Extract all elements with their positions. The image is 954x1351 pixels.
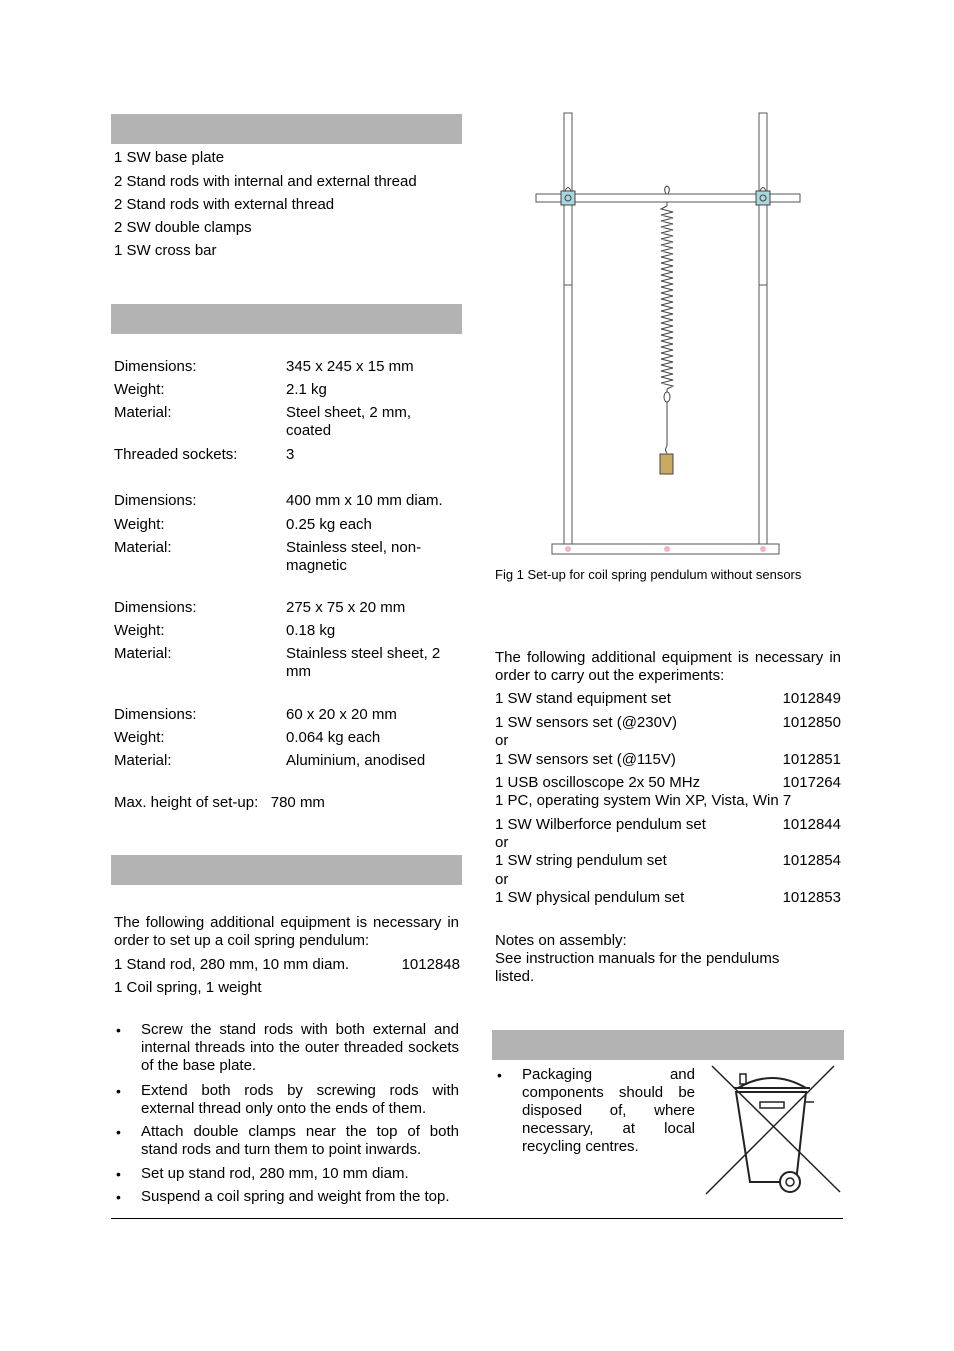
item-code: 1017264 — [782, 774, 841, 791]
spec-label: Dimensions: — [114, 358, 197, 375]
list-item: 1 SW sensors set (@230V) — [495, 714, 677, 731]
spec-value: 3 — [286, 446, 295, 463]
item-code: 1012851 — [782, 751, 841, 768]
assembly-item-code: 1012848 — [401, 956, 460, 973]
clamp-left — [561, 191, 575, 205]
section-bar-disposal — [492, 1030, 844, 1060]
bullet-text: Extend both rods by screwing rods with external thread only onto the ends of them. — [141, 1082, 459, 1117]
spec-label: Material: — [114, 645, 172, 662]
spec-label: Material: — [114, 404, 172, 421]
recycle-bin-crossed-icon — [702, 1062, 844, 1198]
bullet-dot: • — [116, 1083, 121, 1099]
spec-label: Weight: — [114, 729, 165, 746]
list-item: 1 SW stand equipment set — [495, 690, 671, 707]
spec-value: 2.1 kg — [286, 381, 327, 398]
weight — [660, 454, 673, 474]
bullet-dot: • — [116, 1124, 121, 1140]
spec-label: Weight: — [114, 516, 165, 533]
list-item: or — [495, 871, 509, 888]
section-bar-assembly — [111, 855, 462, 885]
spec-label: Dimensions: — [114, 492, 197, 509]
coil-spring — [661, 206, 673, 389]
spec-value: 0.18 kg — [286, 622, 336, 639]
list-item: or — [495, 732, 509, 749]
list-item: 1 SW base plate — [114, 149, 225, 166]
item-code: 1012850 — [782, 714, 841, 731]
disposal-text: Packaging and components should be disposed of, where necessary, at local recycling centres. — [522, 1066, 695, 1155]
bullet-text: Screw the stand rods with both external and internal threads into the outer threaded sockets of the base plate. — [141, 1021, 459, 1074]
list-item: 1 SW Wilberforce pendulum set — [495, 816, 706, 833]
spec-label: Material: — [114, 752, 172, 769]
list-item: 1 SW string pendulum set — [495, 852, 667, 869]
list-item: 1 USB oscilloscope 2x 50 MHz — [495, 774, 701, 791]
list-item: or — [495, 834, 509, 851]
max-height: Max. height of set-up: 780 mm — [114, 794, 325, 811]
assembly-item: 1 Stand rod, 280 mm, 10 mm diam. — [114, 956, 350, 973]
notes-title: Notes on assembly: — [495, 932, 627, 949]
bullet-dot: • — [116, 1189, 121, 1205]
clamp-right — [756, 191, 770, 205]
item-code: 1012849 — [782, 690, 841, 707]
bullet-dot: • — [116, 1166, 121, 1182]
spec-value: Stainless steel sheet, 2 mm — [286, 645, 441, 680]
section-bar-specs — [111, 304, 462, 334]
spec-value: 0.064 kg each — [286, 729, 381, 746]
bullet-dot: • — [116, 1022, 121, 1038]
bullet-text: Suspend a coil spring and weight from the top. — [141, 1188, 450, 1205]
spec-value: Steel sheet, 2 mm, coated — [286, 404, 412, 439]
list-item: 2 SW double clamps — [114, 219, 252, 236]
spec-label: Dimensions: — [114, 706, 197, 723]
spec-value: 345 x 245 x 15 mm — [286, 358, 414, 375]
spec-value: 400 mm x 10 mm diam. — [286, 492, 443, 509]
bottom-rule — [111, 1218, 843, 1219]
spec-value: Aluminium, anodised — [286, 752, 426, 769]
figure-caption: Fig 1 Set-up for coil spring pendulum without sensors — [495, 567, 802, 582]
notes-text: See instruction manuals for the pendulums listed. — [495, 950, 780, 985]
spec-label: Dimensions: — [114, 599, 197, 616]
spec-label: Weight: — [114, 622, 165, 639]
experiments-intro: The following additional equipment is necessary in order to carry out the experiments: — [495, 649, 841, 684]
spec-value: 60 x 20 x 20 mm — [286, 706, 397, 723]
bullet-text: Set up stand rod, 280 mm, 10 mm diam. — [141, 1165, 409, 1182]
section-bar-scope — [111, 114, 462, 144]
spec-value: Stainless steel, non-magnetic — [286, 539, 422, 574]
list-item: 2 Stand rods with internal and external thread — [114, 173, 417, 190]
assembly-item: 1 Coil spring, 1 weight — [114, 979, 262, 996]
spec-value: 275 x 75 x 20 mm — [286, 599, 406, 616]
item-code: 1012854 — [782, 852, 841, 869]
list-item: 1 SW physical pendulum set — [495, 889, 685, 906]
item-code: 1012844 — [782, 816, 841, 833]
item-code: 1012853 — [782, 889, 841, 906]
spec-label: Threaded sockets: — [114, 446, 238, 463]
bullet-text: Attach double clamps near the top of both stand rods and turn them to point inwards. — [141, 1123, 459, 1158]
list-item: 1 PC, operating system Win XP, Vista, Win 7 — [495, 792, 792, 809]
bullet-dot: • — [497, 1067, 502, 1083]
spec-label: Material: — [114, 539, 172, 556]
list-item: 1 SW sensors set (@115V) — [495, 751, 676, 768]
list-item: 2 Stand rods with external thread — [114, 196, 335, 213]
spec-label: Weight: — [114, 381, 165, 398]
assembly-intro: The following additional equipment is necessary in order to set up a coil spring pendulum: — [114, 914, 459, 949]
list-item: 1 SW cross bar — [114, 242, 217, 259]
spec-value: 0.25 kg each — [286, 516, 372, 533]
pendulum-figure — [530, 110, 810, 560]
